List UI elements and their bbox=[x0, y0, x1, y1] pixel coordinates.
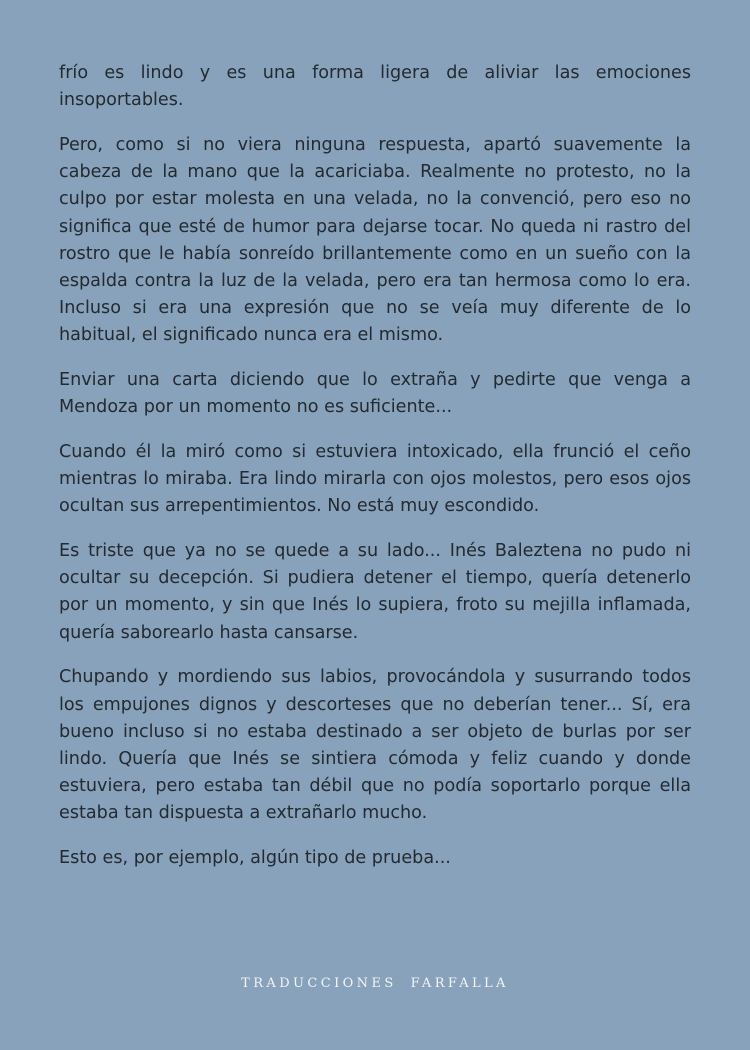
paragraph-5: Es triste que ya no se quede a su lado... Inés Baleztena no pudo ni ocultar su decepción. Si pudiera detener el tiempo, quería detenerlo por un momento, y sin que Inés lo supiera, froto su mejilla inflamada, quería saborearlo hasta cansarse. bbox=[59, 541, 691, 643]
paragraph-6: Chupando y mordiendo sus labios, provocándola y susurrando todos los empujones dignos y descorteses que no deberían tener... Sí, era bueno incluso si no estaba destinado a ser objeto de burlas por ser lindo. Quería que Inés se sintiera cómoda y feliz cuando y donde estuviera, pero estaba tan débil que no podía soportarlo porque ella estaba tan dispuesta a extrañarlo mucho. bbox=[59, 667, 691, 824]
paragraph-3: Enviar una carta diciendo que lo extraña y pedirte que venga a Mendoza por un momento no es suficiente... bbox=[59, 370, 691, 418]
footer-word-2: FARFALLA bbox=[410, 976, 509, 991]
footer-credit bbox=[0, 976, 750, 991]
footer-word-1: TRADUCCIONES bbox=[241, 976, 397, 991]
page-body bbox=[59, 60, 691, 890]
paragraph-2: Pero, como si no viera ninguna respuesta, apartó suavemente la cabeza de la mano que la acariciaba. Realmente no protesto, no la culpo por estar molesta en una velada, no la convenció, pero eso no significa que esté de humor para dejarse tocar. No queda ni rastro del rostro que le había sonreído brillantemente como en un sueño con la espalda contra la luz de la velada, pero era tan hermosa como lo era. Incluso si era una expresión que no se veía muy diferente de lo habitual, el significado nunca era el mismo. bbox=[59, 134, 691, 346]
paragraph-1: frío es lindo y es una forma ligera de aliviar las emociones insoportables. bbox=[59, 63, 691, 111]
paragraph-4: Cuando él la miró como si estuviera intoxicado, ella frunció el ceño mientras lo miraba. Era lindo mirarla con ojos molestos, pero esos ojos ocultan sus arrepentimientos. No está muy escondido. bbox=[59, 441, 691, 517]
paragraph-7: Esto es, por ejemplo, algún tipo de prueba... bbox=[59, 848, 451, 869]
